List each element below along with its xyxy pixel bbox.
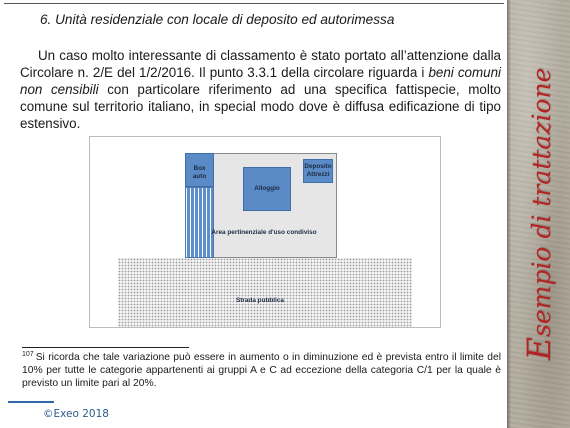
- box-auto-label: Box auto: [192, 165, 207, 180]
- footnote-text: Si ricorda che tale variazione può essere in aumento o in diminuzione ed è prevista entro il limite del 10% per tutte le categorie appartenenti ai gruppi A e C ad eccezione della categoria C/1 per la quale è previsto un limite pari al 20%.: [22, 352, 501, 389]
- paragraph-text-end: con particolare riferimento ad una specifica fattispecie, molto comune sul territorio italiano, in special modo dove è diffusa edificazione di tipo estensivo.: [20, 82, 501, 131]
- footnote-separator: [22, 347, 189, 348]
- side-title-initial: E: [519, 336, 558, 361]
- footnote-number: 107: [22, 350, 34, 358]
- site-plan-diagram: [89, 136, 441, 328]
- side-panel-title: [520, 68, 558, 361]
- alloggio-label: Alloggio: [254, 185, 280, 192]
- side-panel-shadow: [507, 0, 511, 428]
- footnote: [22, 351, 501, 390]
- public-road-area: [118, 258, 412, 327]
- side-panel: [507, 0, 570, 428]
- footer-rule: [8, 401, 54, 403]
- section-title: 6. Unità residenziale con locale di deposito ed autorimessa: [40, 12, 395, 27]
- box-auto-hatched-strip: [185, 187, 214, 258]
- copyright-text: ©Exeo 2018: [43, 408, 109, 420]
- shared-area-label: Area pertinenziale d'uso condiviso: [211, 229, 317, 236]
- paragraph-text-start: Un caso molto interessante di classamento è stato portato all’attenzione dalla Circolare n. 2/E del 1/2/2016. Il punto 3.3.1 della circolare riguarda i: [20, 48, 501, 80]
- paragraph-emphasis: beni comuni non censibili: [20, 65, 501, 97]
- deposito-label: Deposito Attrezzi: [304, 163, 332, 178]
- public-road-label: Strada pubblica: [236, 297, 284, 304]
- page-top-border: [4, 3, 504, 4]
- side-title-rest: sempio di trattazione: [526, 67, 556, 337]
- body-paragraph: [20, 47, 501, 132]
